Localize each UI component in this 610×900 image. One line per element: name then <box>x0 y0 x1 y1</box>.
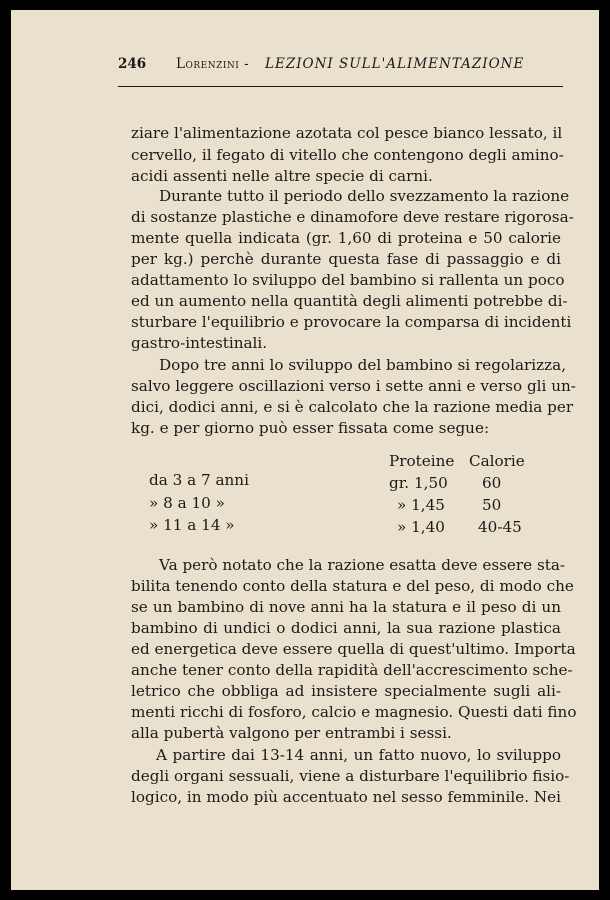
text-line: acidi assenti nelle altre specie di carni. <box>131 167 433 185</box>
column-header-proteine: Proteine <box>389 452 455 470</box>
table-cell-age: » 8 a 10 » <box>149 494 225 512</box>
text-line: ed un aumento nella quantità degli alimenti potrebbe di- <box>131 292 568 310</box>
text-line: se un bambino di nove anni ha la statura e il peso di un <box>131 598 561 616</box>
text-line: A partire dai 13-14 anni, un fatto nuovo, lo sviluppo <box>156 746 561 764</box>
text-line: bambino di undici o dodici anni, la sua razione plastica <box>131 619 561 637</box>
text-line: Va però notato che la razione esatta deve essere sta- <box>159 556 566 574</box>
text-line: kg. e per giorno può esser fissata come segue: <box>131 419 490 437</box>
table-cell-calorie: 60 <box>482 474 502 492</box>
text-line: gastro-intestinali. <box>131 334 268 352</box>
text-line: letrico che obbliga ad insistere specialmente sugli ali- <box>131 682 561 700</box>
text-line: logico, in modo più accentuato nel sesso femminile. Nei <box>131 788 561 806</box>
table-cell-age: » 11 a 14 » <box>149 516 235 534</box>
text-line: adattamento lo sviluppo del bambino si rallenta un poco <box>131 271 565 289</box>
text-line: alla pubertà valgono per entrambi i sessi. <box>131 724 452 742</box>
table-cell-calorie: 40-45 <box>478 518 522 536</box>
text-line: ziare l'alimentazione azotata col pesce bianco lessato, il <box>131 124 563 142</box>
header-author: Lorenzini - <box>176 56 250 72</box>
text-line: di sostanze plastiche e dinamofore deve restare rigorosa- <box>131 208 574 226</box>
text-line: sturbare l'equilibrio e provocare la comparsa di incidenti <box>131 313 572 331</box>
text-line: anche tener conto della rapidità dell'accrescimento sche- <box>131 661 573 679</box>
column-header-calorie: Calorie <box>469 452 525 470</box>
header-rule <box>118 86 563 87</box>
table-cell-calorie: 50 <box>482 496 502 514</box>
page-number: 246 <box>118 56 147 72</box>
table-cell-age: da 3 a 7 anni <box>149 471 249 489</box>
table-cell-proteine: » 1,40 <box>397 518 445 536</box>
text-line: ed energetica deve essere quella di quest'ultimo. Importa <box>131 640 576 658</box>
text-line: salvo leggere oscillazioni verso i sette anni e verso gli un- <box>131 377 576 395</box>
header-title: LEZIONI SULL'ALIMENTAZIONE <box>265 56 525 72</box>
book-page <box>11 10 599 890</box>
table-cell-proteine: gr. 1,50 <box>389 474 448 492</box>
text-line: bilita tenendo conto della statura e del peso, di modo che <box>131 577 574 595</box>
text-line: mente quella indicata (gr. 1,60 di proteina e 50 calorie <box>131 229 561 247</box>
text-line: degli organi sessuali, viene a disturbare l'equilibrio fisio- <box>131 767 570 785</box>
text-line: per kg.) perchè durante questa fase di passaggio e di <box>131 250 561 268</box>
text-line: Dopo tre anni lo sviluppo del bambino si regolarizza, <box>159 356 567 374</box>
text-line: cervello, il fegato di vitello che contengono degli amino- <box>131 146 564 164</box>
table-cell-proteine: » 1,45 <box>397 496 445 514</box>
text-line: Durante tutto il periodo dello svezzamento la razione <box>159 187 570 205</box>
text-line: menti ricchi di fosforo, calcio e magnesio. Questi dati fino <box>131 703 577 721</box>
text-line: dici, dodici anni, e si è calcolato che la razione media per <box>131 398 574 416</box>
